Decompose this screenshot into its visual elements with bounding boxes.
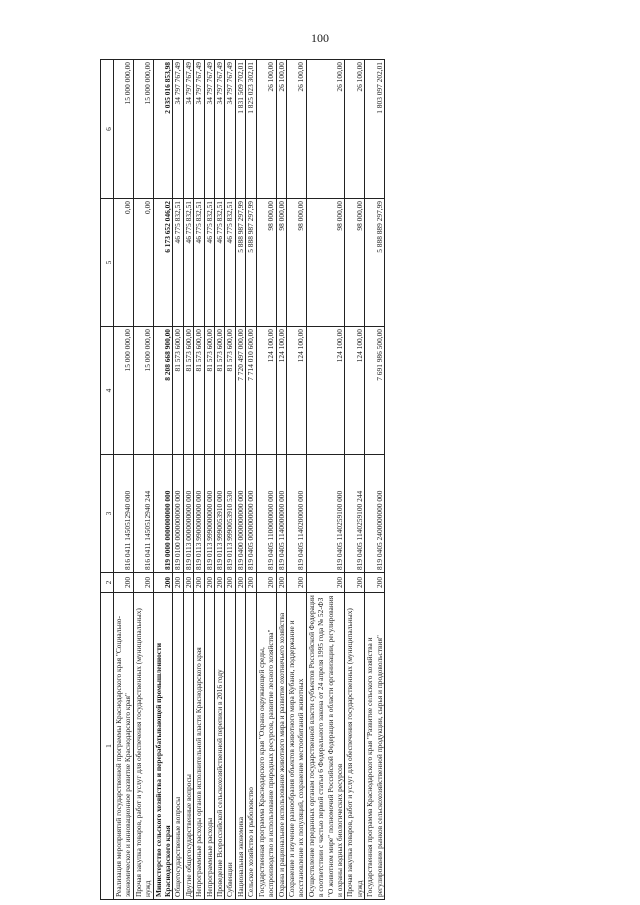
row-name: Субвенции: [225, 593, 235, 900]
row-remaining: 34 797 767,49: [194, 60, 204, 199]
row-planned: 8 208 668 900,00: [153, 327, 173, 455]
row-planned: 81 573 600,00: [204, 327, 214, 455]
table-row: [133, 60, 153, 900]
row-code: 200: [133, 573, 153, 593]
row-remaining: 34 797 767,49: [204, 60, 214, 199]
row-remaining: 34 797 767,49: [215, 60, 225, 199]
col-header-5: 5: [101, 199, 114, 327]
row-code: 200: [235, 573, 245, 593]
table-row: [246, 60, 256, 900]
row-code: 200: [183, 573, 193, 593]
table-row: [256, 60, 276, 900]
row-remaining: 2 035 016 853,98: [153, 60, 173, 199]
row-remaining: 1 803 097 202,01: [365, 60, 385, 199]
row-name: Реализация мероприятий государственной программы Краснодарского края "Социально-экономическое и инновационное развитие Краснодарского края": [114, 593, 134, 900]
row-remaining: 1 831 509 702,01: [235, 60, 245, 199]
row-remaining: 34 797 767,49: [225, 60, 235, 199]
row-kbk: 819 0405 1140259100 244: [345, 455, 365, 573]
row-executed: 5 888 987 297,99: [246, 199, 256, 327]
row-kbk: 816 0411 1450512940 000: [114, 455, 134, 573]
row-kbk: 816 0411 1450512940 244: [133, 455, 153, 573]
row-kbk: 819 0113 9990053910 000: [215, 455, 225, 573]
row-code: 200: [365, 573, 385, 593]
row-executed: 46 775 832,51: [215, 199, 225, 327]
row-remaining: 26 100,00: [276, 60, 286, 199]
row-kbk: 819 0113 9990000000 000: [204, 455, 214, 573]
col-header-4: 4: [101, 327, 114, 455]
row-code: 200: [286, 573, 306, 593]
row-kbk: 819 0113 0000000000 000: [183, 455, 193, 573]
table-row: [173, 60, 183, 900]
row-kbk: 819 0405 0000000000 000: [246, 455, 256, 573]
row-name: Непрограммные расходы: [204, 593, 214, 900]
row-name: Прочая закупка товаров, работ и услуг для обеспечения государственных (муниципальных) нужд: [345, 593, 365, 900]
row-remaining: 15 000 000,00: [133, 60, 153, 199]
col-header-1: 1: [101, 593, 114, 900]
row-kbk: 819 0000 0000000000 000: [153, 455, 173, 573]
table-row: [286, 60, 306, 900]
table-row: [235, 60, 245, 900]
row-executed: 98 000,00: [345, 199, 365, 327]
row-executed: 98 000,00: [286, 199, 306, 327]
col-header-3: 3: [101, 455, 114, 573]
table-row: [204, 60, 214, 900]
row-code: 200: [276, 573, 286, 593]
row-planned: 7 720 497 000,00: [235, 327, 245, 455]
row-remaining: 34 797 767,49: [173, 60, 183, 199]
row-kbk: 819 0405 1140200000 000: [286, 455, 306, 573]
row-name: Министерство сельского хозяйства и перерабатывающей промышленности Краснодарского края: [153, 593, 173, 900]
row-planned: 15 000 000,00: [133, 327, 153, 455]
row-planned: 81 573 600,00: [173, 327, 183, 455]
row-name: Государственная программа Краснодарского края "Охрана окружающей среды, воспроизводство и использование природных ресурсов, развитие лесного хозяйства": [256, 593, 276, 900]
rotated-table-wrapper: [100, 60, 600, 900]
header-row: [101, 60, 114, 900]
row-planned: 81 573 600,00: [183, 327, 193, 455]
table-row: [276, 60, 286, 900]
row-executed: 46 775 832,51: [225, 199, 235, 327]
row-kbk: 819 0113 9900000000 000: [194, 455, 204, 573]
row-name: Осуществление переданных органам государственной власти субъектов Российской Федерации в соответствии с частью первой статьи 6 Федерального закона от 24 апреля 1995 года № 52-ФЗ "О животном мире" полномочий Российской Федерации в области организации, регулирования и охраны водных биологических ресурсов: [306, 593, 345, 900]
table-row: [306, 60, 345, 900]
row-executed: 5 888 987 297,99: [235, 199, 245, 327]
table-row: [215, 60, 225, 900]
col-header-6: 6: [101, 60, 114, 199]
row-executed: 98 000,00: [256, 199, 276, 327]
row-planned: 81 573 600,00: [225, 327, 235, 455]
row-remaining: 26 100,00: [286, 60, 306, 199]
row-name: Национальная экономика: [235, 593, 245, 900]
row-name: Прочая закупка товаров, работ и услуг для обеспечения государственных (муниципальных) нужд: [133, 593, 153, 900]
row-kbk: 819 0100 0000000000 000: [173, 455, 183, 573]
row-code: 200: [345, 573, 365, 593]
table-row: [225, 60, 235, 900]
row-code: 200: [256, 573, 276, 593]
row-code: 200: [153, 573, 173, 593]
row-code: 200: [246, 573, 256, 593]
row-remaining: 1 825 023 302,01: [246, 60, 256, 199]
row-name: Сельское хозяйство и рыболовство: [246, 593, 256, 900]
row-kbk: 819 0405 1140259100 000: [306, 455, 345, 573]
row-name: Другие общегосударственные вопросы: [183, 593, 193, 900]
row-name: Общегосударственные вопросы: [173, 593, 183, 900]
table-row: [153, 60, 173, 900]
page-number: 100: [311, 31, 329, 45]
row-code: 200: [194, 573, 204, 593]
row-remaining: 26 100,00: [306, 60, 345, 199]
row-remaining: 26 100,00: [256, 60, 276, 199]
table-body: [114, 60, 385, 900]
row-executed: 5 888 889 297,99: [365, 199, 385, 327]
row-executed: 6 173 652 046,02: [153, 199, 173, 327]
row-name: Непрограммные расходы органов исполнительной власти Краснодарского края: [194, 593, 204, 900]
row-planned: 81 573 600,00: [194, 327, 204, 455]
row-planned: 124 100,00: [306, 327, 345, 455]
row-executed: 46 775 832,51: [173, 199, 183, 327]
col-header-2: 2: [101, 573, 114, 593]
row-executed: 98 000,00: [276, 199, 286, 327]
row-planned: 15 000 000,00: [114, 327, 134, 455]
row-code: 200: [114, 573, 134, 593]
row-code: 200: [173, 573, 183, 593]
row-code: 200: [306, 573, 345, 593]
row-code: 200: [204, 573, 214, 593]
row-remaining: 34 797 767,49: [183, 60, 193, 199]
table-row: [183, 60, 193, 900]
row-planned: 7 691 986 500,00: [365, 327, 385, 455]
row-kbk: 819 0405 1140000000 000: [276, 455, 286, 573]
row-remaining: 15 000 000,00: [114, 60, 134, 199]
row-executed: 46 775 832,51: [204, 199, 214, 327]
row-remaining: 26 100,00: [345, 60, 365, 199]
row-name: Охрана и рациональное использование животного мира и развитие охотничьего хозяйства: [276, 593, 286, 900]
row-name: Сохранение и изучение разнообразия объектов животного мира Кубани, поддержание и восстановление их популяций, сохранение местообитаний животных: [286, 593, 306, 900]
row-name: Государственная программа Краснодарского края "Развитие сельского хозяйства и регулирование рынков сельскохозяйственной продукции, сырья и продовольствия": [365, 593, 385, 900]
row-code: 200: [225, 573, 235, 593]
table-row: [365, 60, 385, 900]
row-executed: 0,00: [133, 199, 153, 327]
row-name: Проведение Всероссийской сельскохозяйственной переписи в 2016 году: [215, 593, 225, 900]
row-kbk: 819 0400 0000000000 000: [235, 455, 245, 573]
table-row: [345, 60, 365, 900]
row-kbk: 819 0113 9990053910 530: [225, 455, 235, 573]
row-planned: 7 714 010 600,00: [246, 327, 256, 455]
row-planned: 81 573 600,00: [215, 327, 225, 455]
table-row: [194, 60, 204, 900]
row-executed: 46 775 832,51: [194, 199, 204, 327]
row-planned: 124 100,00: [286, 327, 306, 455]
row-executed: 0,00: [114, 199, 134, 327]
row-executed: 98 000,00: [306, 199, 345, 327]
row-planned: 124 100,00: [256, 327, 276, 455]
table-row: [114, 60, 134, 900]
row-code: 200: [215, 573, 225, 593]
budget-table: [100, 59, 385, 900]
row-planned: 124 100,00: [345, 327, 365, 455]
row-executed: 46 775 832,51: [183, 199, 193, 327]
row-kbk: 819 0405 1100000000 000: [256, 455, 276, 573]
row-planned: 124 100,00: [276, 327, 286, 455]
row-kbk: 819 0405 2400000000 000: [365, 455, 385, 573]
